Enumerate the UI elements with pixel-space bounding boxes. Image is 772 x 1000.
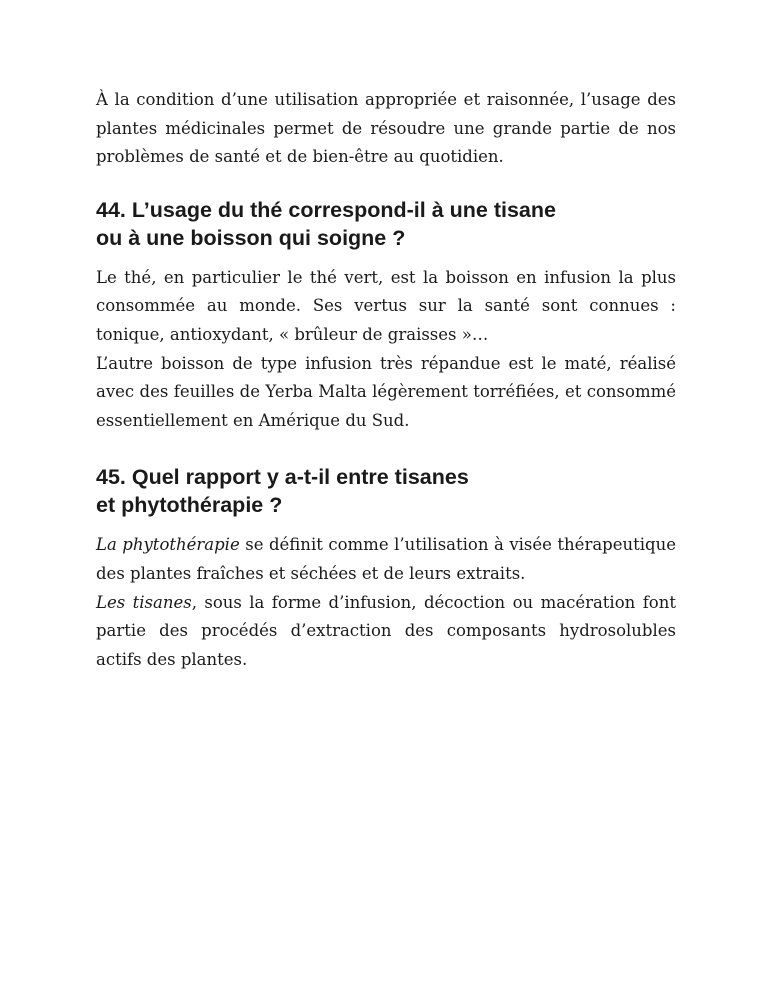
question-44-heading <box>96 196 676 252</box>
question-44-heading-line-2: ou à une boisson qui soigne ? <box>96 225 406 250</box>
question-45-paragraph-2 <box>96 589 676 675</box>
question-45-heading-line-1: 45. Quel rapport y a-t-il entre tisanes <box>96 465 469 490</box>
question-44-paragraph-2: L’autre boisson de type infusion très répandue est le maté, réalisé avec des feuilles de Yerba Malta légèrement torréfiées, et consommé essentiellement en Amérique du Sud. <box>96 353 676 430</box>
term-phytotherapie: La phytothérapie <box>96 535 240 555</box>
question-44-paragraph-1: Le thé, en particulier le thé vert, est la boisson en infusion la plus consommée au monde. Ses vertus sur la santé sont connues : tonique, antioxydant, « brûleur de graisses »… <box>96 267 676 344</box>
question-45-paragraph-1 <box>96 531 676 588</box>
question-45-paragraph-1-text: se définit comme l’utilisation à visée thérapeutique des plantes fraîches et séchées et de leurs extraits. <box>96 535 676 583</box>
term-tisanes: Les tisanes <box>96 592 192 612</box>
intro-paragraph: À la condition d’une utilisation appropriée et raisonnée, l’usage des plantes médicinales permet de résoudre une grande partie de nos problèmes de santé et de bien-être au quotidien. <box>96 90 676 167</box>
question-44-heading-line-1: 44. L’usage du thé correspond-il à une tisane <box>96 197 556 222</box>
question-45-heading <box>96 463 676 519</box>
question-45-heading-line-2: et phytothérapie ? <box>96 493 283 518</box>
question-45-paragraph-2-text: , sous la forme d’infusion, décoction ou macération font partie des procédés d’extraction des composants hydrosolubles actifs des plantes. <box>96 592 676 669</box>
document-page <box>96 86 676 674</box>
